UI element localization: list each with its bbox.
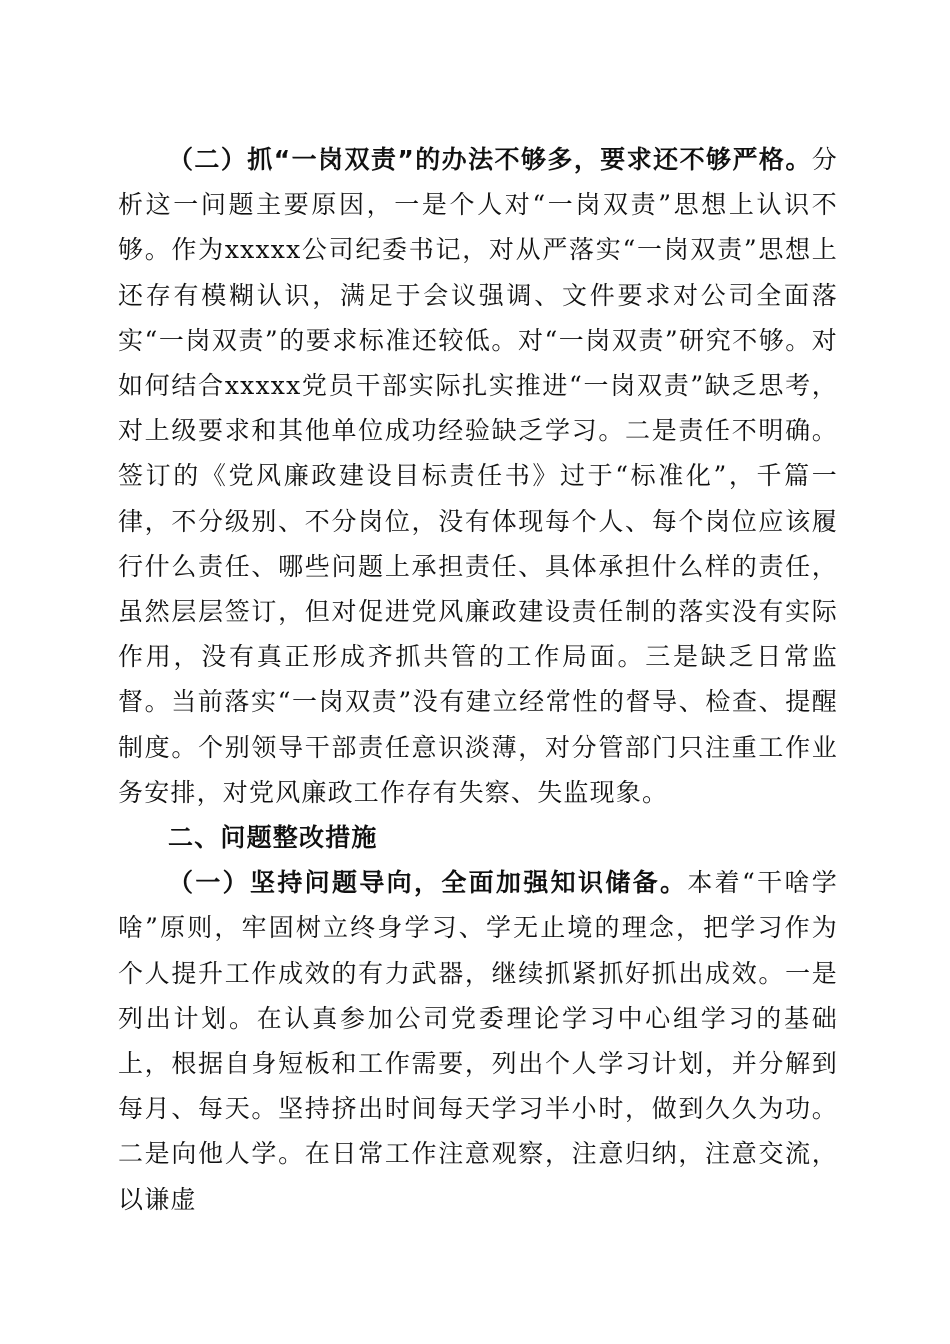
section-heading: 二、问题整改措施	[168, 823, 378, 853]
paragraph-measure-one	[118, 860, 838, 1222]
paragraph-lead: （一）坚持问题导向，全面加强知识储备。	[168, 868, 688, 898]
paragraph-text: 本着“干啥学啥”原则，牢固树立终身学习、学无止境的理念，把学习作为个人提升工作成效的有力武器，继续抓紧抓好抓出成效。一是列出计划。在认真参加公司党委理论学习中心组学习的基础上，根据自身短板和工作需要，列出个人学习计划，并分解到每月、每天。坚持挤出时间每天学习半小时，做到久久为功。二是向他人学。在日常工作注意观察，注意归纳，注意交流，以谦虚	[118, 868, 838, 1214]
paragraph-text: 分析这一问题主要原因，一是个人对“一岗双责”思想上认识不够。作为xxxxx公司纪委书记，对从严落实“一岗双责”思想上还存有模糊认识，满足于会议强调、文件要求对公司全面落实“一岗双责”的要求标准还较低。对“一岗双责”研究不够。对如何结合xxxxx党员干部实际扎实推进“一岗双责”缺乏思考，对上级要求和其他单位成功经验缺乏学习。二是责任不明确。签订的《党风廉政建设目标责任书》过于“标准化”，千篇一律，不分级别、不分岗位，没有体现每个人、每个岗位应该履行什么责任、哪些问题上承担责任、具体承担什么样的责任，虽然层层签订，但对促进党风廉政建设责任制的落实没有实际作用，没有真正形成齐抓共管的工作局面。三是缺乏日常监督。当前落实“一岗双责”没有建立经常性的督导、检查、提醒制度。个别领导干部责任意识淡薄，对分管部门只注重工作业务安排，对党风廉政工作存有失察、失监现象。	[118, 145, 838, 807]
document-body	[118, 137, 838, 1222]
paragraph-cause-analysis	[118, 137, 838, 815]
paragraph-lead: （二）抓“一岗双责”的办法不够多，要求还不够严格。	[168, 145, 812, 174]
